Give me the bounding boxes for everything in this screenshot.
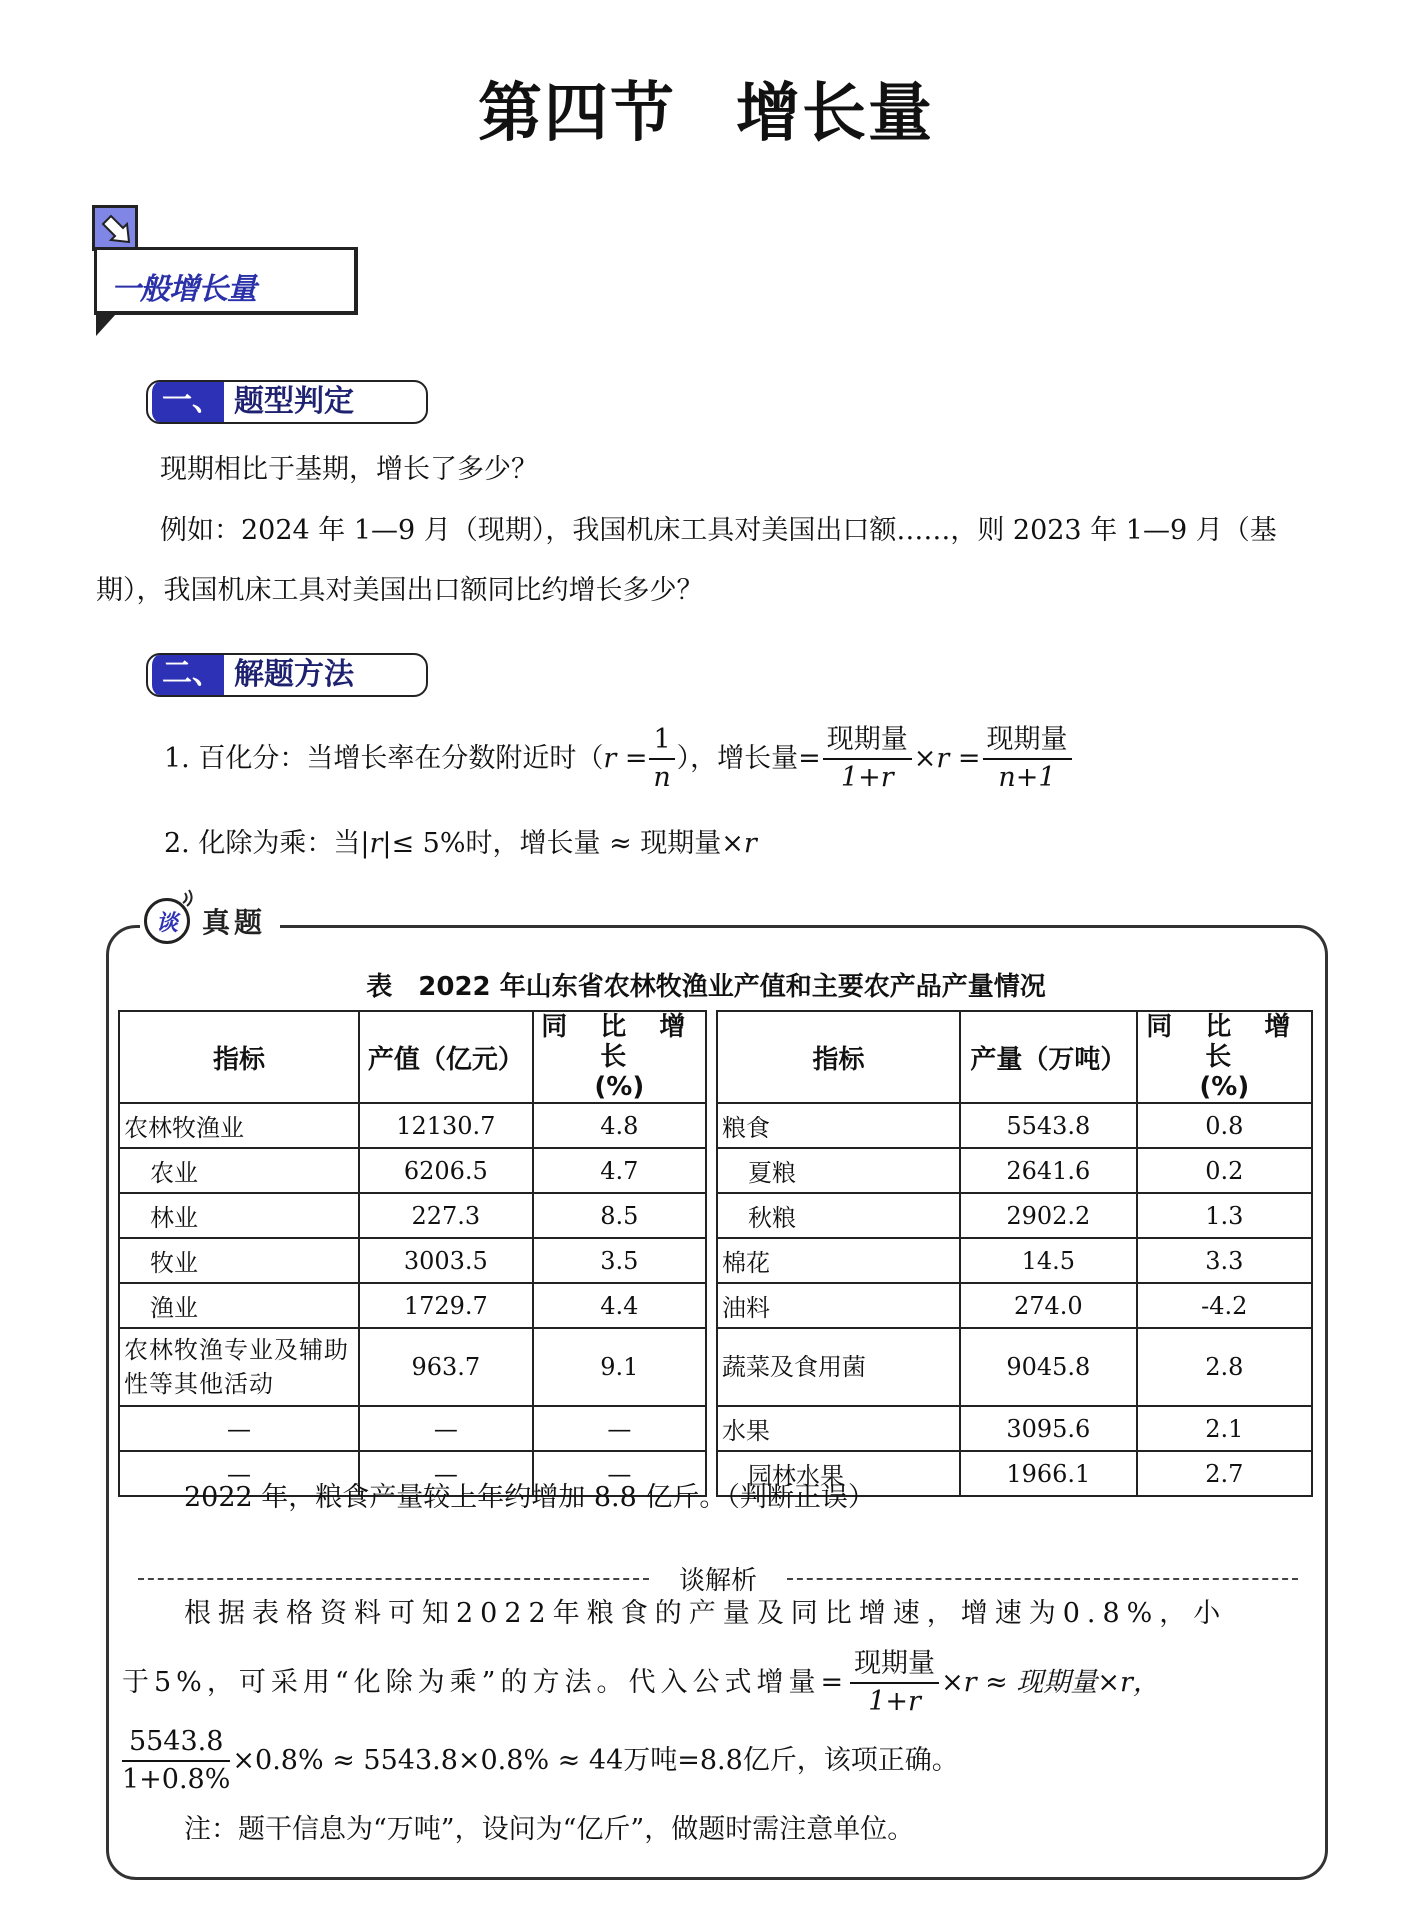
column-header: 产量（万吨）: [960, 1011, 1137, 1103]
row-growth: 4.8: [533, 1103, 706, 1148]
row-value: 6206.5: [359, 1148, 533, 1193]
row-growth: 4.7: [533, 1148, 706, 1193]
fraction-calculation: $\frac{5543.8}{1+0.8\%}$: [122, 1726, 231, 1795]
method-2-r: r: [743, 828, 757, 859]
row-label: 秋粮: [717, 1193, 960, 1238]
row-growth: —: [533, 1451, 706, 1496]
subsection-number: 二、: [152, 653, 224, 697]
page-title-topic: 增长量: [736, 76, 934, 151]
row-growth: —: [533, 1406, 706, 1451]
table-row: [717, 1148, 1312, 1193]
row-growth: 8.5: [533, 1193, 706, 1238]
table-row: [119, 1328, 706, 1406]
subsection-number: 一、: [152, 380, 224, 424]
table-header-row: [119, 1011, 706, 1103]
analysis-label: 谈解析: [679, 1566, 758, 1596]
subsection-header-method: [146, 653, 428, 697]
row-value: 14.5: [960, 1238, 1137, 1283]
row-label: 水果: [717, 1406, 960, 1451]
method-1-mid: ），增长量=: [676, 743, 821, 774]
banner-fold-decoration: [96, 314, 116, 336]
tan-speaker-icon: 谈: [144, 898, 190, 944]
row-label: 园林水果: [717, 1451, 960, 1496]
exam-box-label: 真题: [202, 906, 267, 939]
row-value: 2641.6: [960, 1148, 1137, 1193]
table-header-row: [717, 1011, 1312, 1103]
row-label: 农林牧渔专业及辅助性等其他活动: [119, 1328, 359, 1406]
method-1-r-eq: r =: [603, 743, 648, 774]
method-2-abs-r: |r|: [360, 828, 392, 859]
method-2: [164, 826, 757, 862]
row-growth: 2.1: [1137, 1406, 1312, 1451]
row-label: 油料: [717, 1283, 960, 1328]
section-banner-label: 一般增长量: [111, 272, 256, 307]
column-header: 同 比 增 长 (%): [533, 1011, 706, 1103]
row-value: 227.3: [359, 1193, 533, 1238]
table-row: [119, 1148, 706, 1193]
row-growth: 0.2: [1137, 1148, 1312, 1193]
table-row: [717, 1193, 1312, 1238]
row-value: 2902.2: [960, 1193, 1137, 1238]
row-label: 林业: [119, 1193, 359, 1238]
exam-box-header: [140, 898, 280, 944]
row-value: 963.7: [359, 1328, 533, 1406]
row-growth: 2.7: [1137, 1451, 1312, 1496]
column-header: 指标: [119, 1011, 359, 1103]
example-text-line2: 期），我国机床工具对美国出口额同比约增长多少？: [96, 575, 704, 606]
row-growth: 9.1: [533, 1328, 706, 1406]
row-label: 农业: [119, 1148, 359, 1193]
table-row: [119, 1193, 706, 1238]
fraction-current-over-1-plus-r: $\frac{\text{现期量}}{1+r}$: [823, 722, 912, 796]
fraction-one-over-n: $\frac{1}{n}$: [649, 722, 674, 796]
row-growth: 0.8: [1137, 1103, 1312, 1148]
analysis-line-2: 于5%，可采用“化除为乘”的方法。代入公式增量= $\frac{\text{现期量}}{1+r}$ ×r ≈ 现期量×r，: [122, 1646, 1160, 1720]
row-value: —: [359, 1406, 533, 1451]
subsection-label: 解题方法: [234, 657, 354, 692]
analysis-divider: [138, 1560, 1298, 1597]
row-value: 5543.8: [960, 1103, 1137, 1148]
method-1: [164, 722, 1074, 796]
row-label: 棉花: [717, 1238, 960, 1283]
column-header: 指标: [717, 1011, 960, 1103]
row-value: 12130.7: [359, 1103, 533, 1148]
row-label: 渔业: [119, 1283, 359, 1328]
table-row: [717, 1406, 1312, 1451]
row-value: 1729.7: [359, 1283, 533, 1328]
column-header: 产值（亿元）: [359, 1011, 533, 1103]
row-label: 蔬菜及食用菌: [717, 1328, 960, 1406]
fraction-current-over-1-plus-r: $\frac{\text{现期量}}{1+r}$: [850, 1646, 939, 1720]
row-label: —: [119, 1406, 359, 1451]
table-row: [119, 1406, 706, 1451]
row-growth: 2.8: [1137, 1328, 1312, 1406]
row-growth: 3.3: [1137, 1238, 1312, 1283]
table-row: [119, 1283, 706, 1328]
example-text-line1: 例如：2024 年 1—9 月（现期），我国机床工具对美国出口额……，则 2023 年 1—9 月（基: [160, 515, 1277, 546]
question-text: 2022 年，粮食产量较上年约增加 8.8 亿斤。（判断正误）: [184, 1482, 875, 1513]
row-label: 夏粮: [717, 1148, 960, 1193]
row-label: 牧业: [119, 1238, 359, 1283]
subsection-header-type: [146, 380, 428, 424]
row-value: 274.0: [960, 1283, 1137, 1328]
method-2-prefix: 2. 化除为乘：当: [164, 828, 361, 859]
table-row: [119, 1238, 706, 1283]
row-value: 1966.1: [960, 1451, 1137, 1496]
analysis-line-3: $\frac{5543.8}{1+0.8\%}$ ×0.8% ≈ 5543.8×0.8% ≈ 44万吨=8.8亿斤，该项正确。: [120, 1724, 959, 1798]
row-value: —: [359, 1451, 533, 1496]
product-output-table: [716, 1010, 1313, 1497]
subsection-label: 题型判定: [234, 384, 354, 419]
row-growth: 4.4: [533, 1283, 706, 1328]
table-row: [717, 1328, 1312, 1406]
row-growth: 1.3: [1137, 1193, 1312, 1238]
table-row: [119, 1103, 706, 1148]
row-growth: 3.5: [533, 1238, 706, 1283]
table-row: [717, 1103, 1312, 1148]
table-row: [717, 1283, 1312, 1328]
table-title: 表 2022 年山东省农林牧渔业产值和主要农产品产量情况: [366, 972, 1046, 1002]
row-value: 3003.5: [359, 1238, 533, 1283]
table-row: [717, 1238, 1312, 1283]
page-title: [0, 62, 1412, 154]
page-title-section: 第四节: [478, 76, 676, 151]
fraction-current-over-n-plus-1: $\frac{\text{现期量}}{n+1}$: [983, 722, 1072, 796]
arrow-down-right-icon: [92, 205, 138, 251]
dashed-line: [138, 1578, 649, 1580]
column-header: 同 比 增 长 (%): [1137, 1011, 1312, 1103]
analysis-line-1: 根据表格资料可知2022年粮食的产量及同比增速，增速为0.8%，小: [184, 1598, 1228, 1629]
output-value-table: [118, 1010, 707, 1497]
section-banner: [94, 247, 358, 315]
dashed-line: [787, 1578, 1298, 1580]
row-growth: -4.2: [1137, 1283, 1312, 1328]
method-1-prefix: 1. 百化分：当增长率在分数附近时（: [164, 743, 604, 774]
method-1-times-r: ×r =: [913, 743, 981, 774]
analysis-note: 注：题干信息为“万吨”，设问为“亿斤”，做题时需注意单位。: [184, 1814, 915, 1845]
row-label: 粮食: [717, 1103, 960, 1148]
row-value: 3095.6: [960, 1406, 1137, 1451]
row-value: 9045.8: [960, 1328, 1137, 1406]
method-2-suffix: ≤ 5%时，增长量 ≈ 现期量×: [391, 828, 744, 859]
judgement-text: 现期相比于基期，增长了多少？: [160, 454, 538, 485]
row-label: 农林牧渔业: [119, 1103, 359, 1148]
row-label: —: [119, 1451, 359, 1496]
